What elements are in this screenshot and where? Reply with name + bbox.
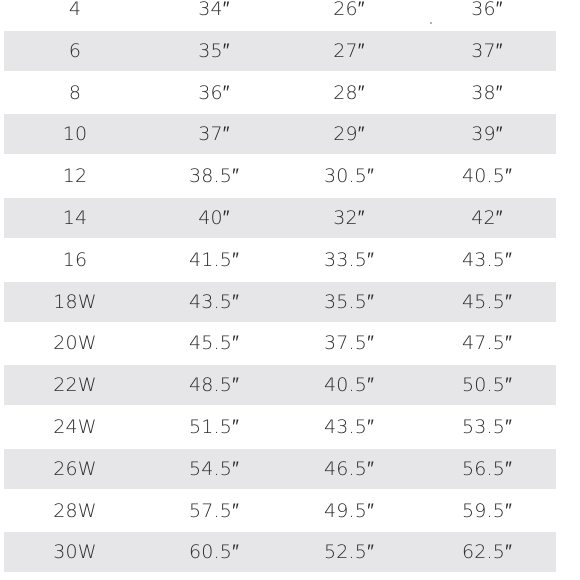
cell-hips: 47.5″ xyxy=(461,332,513,355)
cell-waist: 40.5″ xyxy=(323,374,375,397)
cell-waist: 43.5″ xyxy=(323,416,375,438)
table-row xyxy=(4,156,556,196)
table-row xyxy=(4,73,556,113)
cell-bust: 37″ xyxy=(198,123,230,146)
cell-hips: 39″ xyxy=(471,123,503,146)
cell-bust: 40″ xyxy=(198,207,230,229)
cell-bust: 54.5″ xyxy=(188,457,240,480)
table-row xyxy=(4,365,556,405)
cell-hips: 38″ xyxy=(471,81,503,104)
cell-size: 28W xyxy=(53,499,97,522)
scan-speck xyxy=(430,22,432,24)
cell-bust: 48.5″ xyxy=(188,374,240,397)
cell-size: 30W xyxy=(53,541,97,564)
cell-size: 10 xyxy=(62,123,88,146)
table-row xyxy=(4,323,556,363)
cell-waist: 27″ xyxy=(333,39,365,62)
table-row xyxy=(4,449,556,489)
cell-size: 6 xyxy=(68,39,82,62)
cell-bust: 35″ xyxy=(198,39,230,62)
cell-waist: 49.5″ xyxy=(323,499,375,522)
cell-waist: 29″ xyxy=(333,123,365,146)
cell-size: 4 xyxy=(68,0,82,20)
table-row xyxy=(4,532,556,572)
cell-bust: 41.5″ xyxy=(188,248,240,271)
cell-waist: 35.5″ xyxy=(323,290,375,313)
cell-hips: 56.5″ xyxy=(461,457,513,480)
cell-waist: 32″ xyxy=(333,207,365,229)
cell-size: 26W xyxy=(53,457,97,480)
cell-waist: 30.5″ xyxy=(323,165,375,188)
cell-size: 12 xyxy=(62,165,88,188)
table-row xyxy=(4,282,556,322)
table-row xyxy=(4,491,556,531)
cell-bust: 45.5″ xyxy=(188,332,240,355)
cell-hips: 36″ xyxy=(471,0,503,20)
cell-bust: 36″ xyxy=(198,81,230,104)
table-row xyxy=(4,31,556,71)
table-row xyxy=(4,407,556,447)
cell-bust: 60.5″ xyxy=(188,541,240,564)
cell-bust: 38.5″ xyxy=(188,165,240,188)
cell-hips: 50.5″ xyxy=(461,374,513,397)
cell-waist: 37.5″ xyxy=(323,332,375,355)
cell-size: 24W xyxy=(53,416,97,438)
cell-waist: 28″ xyxy=(333,81,365,104)
cell-waist: 46.5″ xyxy=(323,457,375,480)
cell-size: 22W xyxy=(53,374,97,397)
cell-size: 18W xyxy=(53,290,97,313)
cell-bust: 34″ xyxy=(198,0,230,20)
cell-hips: 40.5″ xyxy=(461,165,513,188)
cell-hips: 43.5″ xyxy=(461,248,513,271)
table-row xyxy=(4,114,556,154)
table-row xyxy=(4,0,556,29)
cell-bust: 57.5″ xyxy=(188,499,240,522)
cell-hips: 45.5″ xyxy=(461,290,513,313)
cell-size: 8 xyxy=(68,81,82,104)
cell-size: 16 xyxy=(62,248,88,271)
cell-waist: 52.5″ xyxy=(323,541,375,564)
cell-bust: 51.5″ xyxy=(188,416,240,438)
table-row xyxy=(4,240,556,280)
cell-size: 20W xyxy=(53,332,97,355)
table-row xyxy=(4,198,556,238)
cell-bust: 43.5″ xyxy=(188,290,240,313)
cell-hips: 42″ xyxy=(471,207,503,229)
cell-size: 14 xyxy=(62,207,88,229)
cell-hips: 53.5″ xyxy=(461,416,513,438)
cell-hips: 37″ xyxy=(471,39,503,62)
cell-hips: 62.5″ xyxy=(461,541,513,564)
cell-hips: 59.5″ xyxy=(461,499,513,522)
cell-waist: 33.5″ xyxy=(323,248,375,271)
cell-waist: 26″ xyxy=(333,0,365,20)
